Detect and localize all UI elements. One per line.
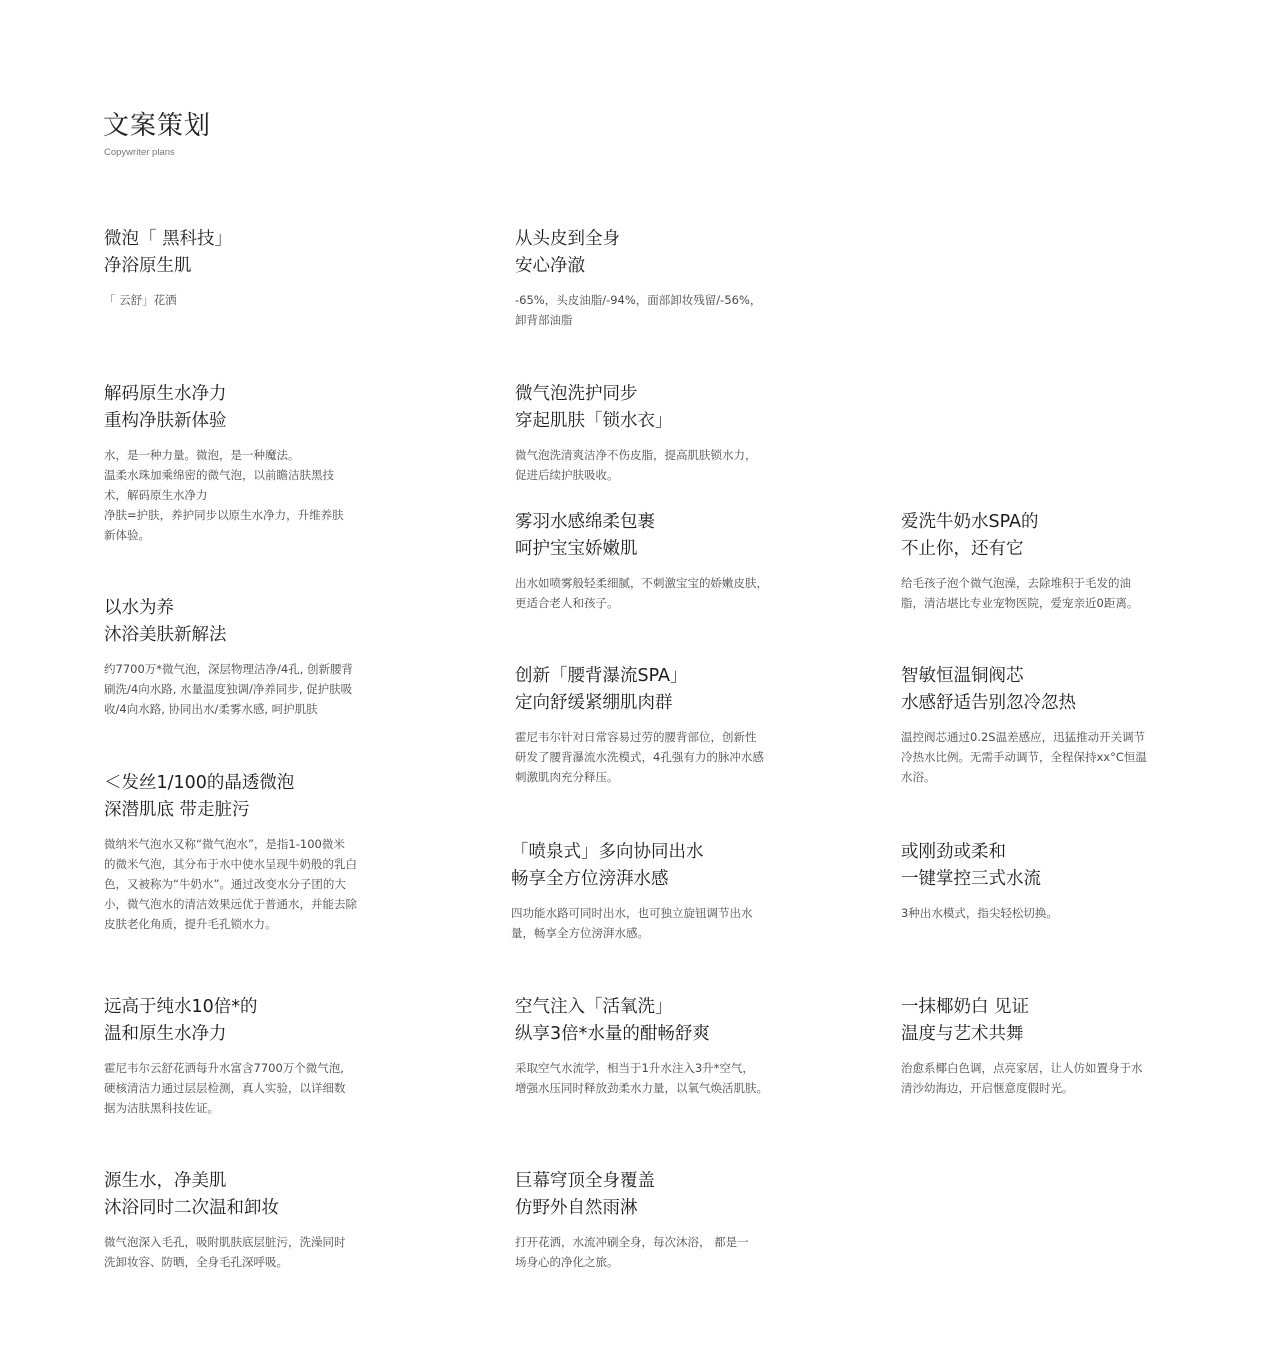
heading-line-2: 仿野外自然雨淋 [515,1198,638,1218]
heading-line-1: ＜发丝1/100的晶透微泡 [104,773,295,793]
block-heading [515,994,768,1048]
heading-line-2: 温度与艺术共舞 [901,1024,1024,1044]
block-body [515,290,761,330]
heading-line-2: 水感舒适告别忽冷忽热 [901,693,1076,713]
copy-block [901,509,1138,613]
block-body [901,727,1147,787]
block-body [104,290,232,310]
block-body [515,1058,768,1098]
heading-line-1: 远高于纯水10倍*的 [104,997,258,1017]
block-body [515,573,768,613]
copy-block [104,1168,346,1272]
heading-line-2: 安心净澈 [515,256,585,276]
block-body [901,1058,1143,1098]
body-line: 卸背部油脂 [515,313,573,327]
block-body [104,1058,346,1118]
body-line: 更适合老人和孩子。 [515,596,619,610]
copy-block [511,839,753,943]
block-body [104,1232,346,1272]
copy-block [515,226,761,330]
copy-block [515,1168,749,1272]
copy-block [104,770,357,934]
body-line: 给毛孩子泡个微气泡澡，去除堆积于毛发的油 [901,576,1131,590]
body-line: 温柔水珠加乘绵密的微气泡，以前瞻洁肤黑技 [104,468,334,482]
body-line: 增强水压同时释放劲柔水力量，以氧气焕活肌肤。 [515,1081,768,1095]
block-body [104,445,344,545]
block-heading [104,595,353,649]
heading-line-2: 一键掌控三式水流 [901,869,1041,889]
body-line: 量，畅享全方位滂湃水感。 [511,926,649,940]
block-heading [901,509,1138,563]
block-heading [901,839,1058,893]
block-body [104,659,353,719]
block-heading [104,994,346,1048]
heading-line-2: 重构净肤新体验 [104,411,227,431]
body-line: 脂，清洁堪比专业宠物医院，爱宠亲近0距离。 [901,596,1139,610]
heading-line-2: 纵享3倍*水量的酣畅舒爽 [515,1024,710,1044]
heading-line-2: 沐浴同时二次温和卸妆 [104,1198,279,1218]
heading-line-1: 微泡「 黑科技」 [104,229,233,249]
copy-block [515,663,764,787]
heading-line-1: 巨幕穹顶全身覆盖 [515,1171,655,1191]
body-line: 小，微气泡水的清洁效果远优于普通水，并能去除 [104,897,357,911]
page-title: 文案策划 [103,111,212,141]
body-line: 微气泡洗清爽洁净不伤皮脂，提高肌肤锁水力， [515,448,757,462]
copy-block [901,994,1143,1098]
body-line: 3种出水模式，指尖轻松切换。 [901,906,1058,920]
heading-line-2: 沐浴美肤新解法 [104,625,227,645]
body-line: 冷热水比例。无需手动调节，全程保持xx°C恒温 [901,750,1147,764]
block-body [515,727,764,787]
heading-line-2: 呵护宝宝娇嫩肌 [515,539,638,559]
heading-line-1: 空气注入「活氧洗」 [515,997,673,1017]
heading-line-2: 定向舒缓紧绷肌肉群 [515,693,673,713]
heading-line-1: 以水为养 [104,598,174,618]
block-heading [515,663,764,717]
block-heading [901,663,1147,717]
copy-block [104,595,353,719]
copy-block [515,381,757,485]
copy-block [104,381,344,545]
heading-line-2: 深潜肌底 带走脏污 [104,800,250,820]
block-heading [104,381,344,435]
body-line: 治愈系椰白色调，点亮家居，让人仿如置身于水 [901,1061,1143,1075]
heading-line-2: 畅享全方位滂湃水感 [511,869,669,889]
block-heading [104,1168,346,1222]
body-line: 皮肤老化角质，提升毛孔锁水力。 [104,917,277,931]
block-body [511,903,753,943]
body-line: 硬核清洁力通过层层检测，真人实验，以详细数 [104,1081,346,1095]
body-line: 约7700万*微气泡，深层物理洁净/4孔, 创新腰背 [104,662,354,676]
body-line: 洗卸妆容、防晒，全身毛孔深呼吸。 [104,1255,288,1269]
heading-line-1: 创新「腰背瀑流SPA」 [515,666,688,686]
block-heading [515,381,757,435]
body-line: 出水如喷雾般轻柔细腻，不刺激宝宝的娇嫩皮肤， [515,576,768,590]
block-heading [515,226,761,280]
copy-block [104,226,232,310]
copy-block [104,994,346,1118]
block-body [515,1232,749,1272]
block-heading [515,509,768,563]
body-line: 色，又被称为“牛奶水”。通过改变水分子团的大 [104,877,346,891]
block-heading [901,994,1143,1048]
block-body [901,903,1058,923]
body-line: 温控阀芯通过0.2S温差感应，迅猛推动开关调节 [901,730,1146,744]
heading-line-1: 解码原生水净力 [104,384,227,404]
body-line: 「 云舒」花洒 [104,293,177,307]
block-body [104,834,357,934]
body-line: 打开花洒，水流冲刷全身，每次沐浴， 都是一 [515,1235,749,1249]
heading-line-2: 不止你，还有它 [901,539,1024,559]
copy-block [901,663,1147,787]
heading-line-1: 爱洗牛奶水SPA的 [901,512,1039,532]
heading-line-1: 源生水，净美肌 [104,1171,227,1191]
body-line: 促进后续护肤吸收。 [515,468,619,482]
body-line: -65%，头皮油脂/-94%，面部卸妆残留/-56%， [515,293,762,307]
heading-line-2: 穿起肌肤「锁水衣」 [515,411,673,431]
body-line: 微气泡深入毛孔，吸附肌肤底层脏污，洗澡同时 [104,1235,346,1249]
body-line: 场身心的净化之旅。 [515,1255,619,1269]
body-line: 四功能水路可同时出水，也可独立旋钮调节出水 [511,906,753,920]
body-line: 水，是一种力量。微泡，是一种魔法。 [104,448,300,462]
heading-line-1: 「喷泉式」多向协同出水 [511,842,704,862]
body-line: 新体验。 [104,528,150,542]
body-line: 净肤=护肤，养护同步以原生水净力，升维养肤 [104,508,344,522]
block-body [515,445,757,485]
body-line: 术，解码原生水净力 [104,488,208,502]
body-line: 收/4向水路, 协同出水/柔雾水感, 呵护肌肤 [104,702,318,716]
body-line: 微纳米气泡水又称“微气泡水”，是指1-100微米 [104,837,345,851]
heading-line-1: 智敏恒温铜阀芯 [901,666,1024,686]
block-body [901,573,1138,613]
copy-block [515,509,768,613]
body-line: 刷洗/4向水路, 水量温度独调/净养同步, 促护肤吸 [104,682,353,696]
body-line: 清沙幼海边，开启惬意度假时光。 [901,1081,1074,1095]
block-heading [511,839,753,893]
heading-line-1: 或刚劲或柔和 [901,842,1006,862]
block-heading [104,226,232,280]
heading-line-1: 雾羽水感绵柔包裹 [515,512,655,532]
body-line: 刺激肌肉充分释压。 [515,770,619,784]
body-line: 霍尼韦尔云舒花洒每升水富含7700万个微气泡, [104,1061,344,1075]
body-line: 研发了腰背瀑流水洗模式，4孔强有力的脉冲水感 [515,750,764,764]
body-line: 采取空气水流学，相当于1升水注入3升*空气， [515,1061,754,1075]
heading-line-1: 一抹椰奶白 见证 [901,997,1030,1017]
copy-block [515,994,768,1098]
heading-line-2: 温和原生水净力 [104,1024,227,1044]
body-line: 水浴。 [901,770,936,784]
heading-line-2: 净浴原生肌 [104,256,192,276]
block-heading [104,770,357,824]
page-subtitle: Copywriter plans [104,147,175,158]
copy-block [901,839,1058,923]
body-line: 的微米气泡，其分布于水中使水呈现牛奶般的乳白 [104,857,357,871]
heading-line-1: 微气泡洗护同步 [515,384,638,404]
heading-line-1: 从头皮到全身 [515,229,620,249]
block-heading [515,1168,749,1222]
body-line: 霍尼韦尔针对日常容易过劳的腰背部位，创新性 [515,730,757,744]
body-line: 据为洁肤黑科技佐证。 [104,1101,219,1115]
